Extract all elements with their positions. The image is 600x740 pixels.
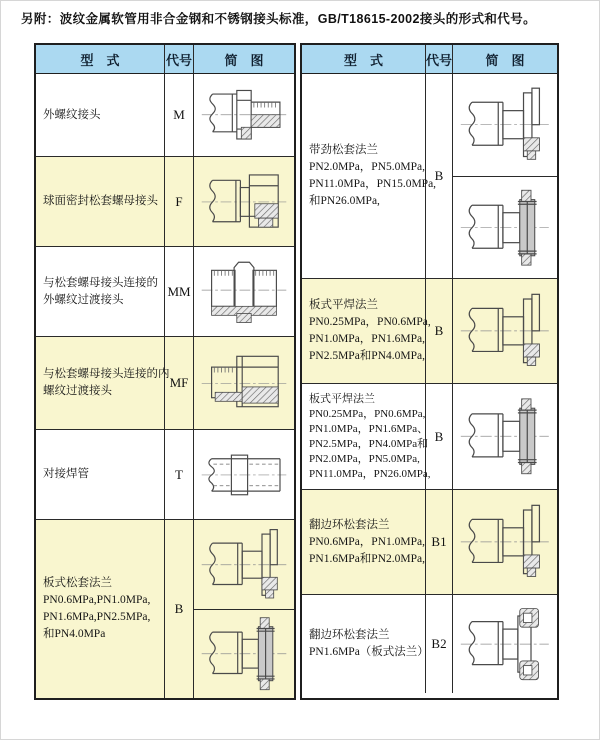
table-row [302, 384, 557, 490]
table-header-row [302, 45, 557, 74]
table-header-row [36, 45, 294, 74]
fitting-type-cell [302, 74, 437, 278]
fitting-type-cell [36, 74, 165, 156]
fitting-type-line: 板式松套法兰 [43, 577, 112, 589]
table-row [36, 157, 294, 247]
fitting-type-line: 与松套螺母接头连接的 [43, 276, 158, 289]
fitting-code-cell: M [165, 74, 194, 156]
loose-flange-bolted-diagram [453, 384, 557, 489]
fitting-type-line: PN0.6MPa,PN1.0MPa, [43, 594, 151, 606]
fitting-type-line: 翻边环松套法兰 [309, 518, 390, 531]
plate-loose-flange-diagram [194, 520, 294, 609]
fitting-type-line: PN1.6MPa（板式法兰） [309, 646, 429, 658]
fitting-sketch-cell [453, 595, 557, 693]
fitting-code-cell: B [165, 520, 194, 698]
fitting-type-cell [36, 157, 165, 246]
flanged-ring-collar-flange-diagram [453, 595, 557, 693]
fitting-type-line: PN0.6MPa，PN1.0MPa, [309, 535, 425, 548]
fitting-type-line: PN1.0MPa，PN1.6MPa、 [309, 422, 429, 435]
fitting-type-cell [302, 279, 431, 383]
fitting-type-line: 板式平焊法兰 [309, 299, 378, 311]
fitting-type-line: PN2.5MPa和PN4.0MPa, [309, 350, 425, 362]
fitting-type-cell [36, 247, 165, 336]
fitting-sketch-cell [453, 490, 557, 594]
table-row [36, 430, 294, 520]
fitting-type-line: 和PN4.0MPa [43, 628, 106, 640]
fitting-type-line: 球面密封松套螺母接头 [43, 195, 158, 207]
fitting-code-cell: B [426, 384, 453, 489]
male-thread-nipple-diagram [194, 247, 294, 336]
fitting-type-line: 与松套螺母接头连接的内 [43, 368, 170, 380]
plate-loose-flange-diagram [453, 490, 557, 594]
fitting-code-cell: B [426, 279, 453, 383]
fitting-code-cell: B2 [426, 595, 453, 693]
loose-flange-bolted-diagram [194, 609, 294, 699]
fitting-type-line: 外螺纹接头 [43, 108, 101, 121]
table-row [302, 490, 557, 595]
fitting-tables [34, 43, 559, 700]
fitting-type-cell [302, 384, 431, 489]
column-header-code: 代号 [165, 45, 194, 73]
column-header-code: 代号 [426, 45, 453, 73]
fitting-code-cell: MM [165, 247, 194, 336]
female-thread-adapter-diagram [194, 337, 294, 429]
fitting-type-cell [302, 595, 429, 693]
fitting-type-line: PN1.0MPa，PN1.6MPa, [309, 333, 425, 345]
fitting-type-line: 翻边环松套法兰 [309, 629, 390, 641]
fitting-type-cell [36, 337, 170, 429]
fitting-type-line: PN0.25MPa，PN0.6MPa, [309, 316, 431, 328]
plate-loose-flange-diagram [453, 279, 557, 383]
table-row [302, 74, 557, 279]
fitting-sketch-cell [453, 74, 557, 278]
fitting-type-line: PN0.25MPa，PN0.6MPa, [309, 407, 426, 420]
fitting-code-cell: T [165, 430, 194, 519]
fitting-type-line: PN1.6MPa和PN2.0MPa, [309, 552, 425, 565]
table-body [36, 74, 294, 698]
fitting-type-line: 外螺纹过渡接头 [43, 293, 124, 306]
fitting-type-line: PN11.0MPa，PN15.0MPa, [309, 178, 437, 190]
fitting-code-cell: B [426, 74, 453, 278]
page-title: 另附：波纹金属软管用非合金钢和不锈钢接头标准，GB/T18615-2002接头的形式和代号。 [21, 12, 536, 26]
fitting-sketch-cell [194, 157, 294, 246]
table-row [302, 279, 557, 384]
loose-flange-bolted-diagram [453, 176, 557, 279]
column-header-sketch: 简 图 [224, 52, 264, 68]
fitting-type-line: 螺纹过渡接头 [43, 385, 112, 397]
fitting-code-cell: F [165, 157, 194, 246]
fitting-type-line: PN2.0MPa，PN5.0MPa, [309, 452, 420, 465]
table-row [36, 247, 294, 337]
fitting-type-line: PN1.6MPa,PN2.5MPa, [43, 611, 151, 623]
table-row [36, 520, 294, 698]
table-row [302, 595, 557, 693]
table-row [36, 74, 294, 157]
fitting-sketch-cell [194, 430, 294, 519]
fitting-sketch-cell [194, 520, 294, 698]
fitting-type-line: PN11.0MPa，PN26.0MPa, [309, 467, 431, 480]
fitting-type-cell [36, 430, 165, 519]
column-header-sketch: 简 图 [485, 52, 525, 68]
plate-loose-flange-diagram [453, 74, 557, 176]
fitting-table-right [300, 43, 559, 700]
fitting-sketch-cell [453, 279, 557, 383]
butt-weld-pipe-diagram [194, 430, 294, 519]
fitting-sketch-cell [194, 337, 294, 429]
fitting-type-cell [302, 490, 426, 594]
fitting-type-line: PN2.5MPa，PN4.0MPa和 [309, 437, 429, 450]
fitting-code-cell: B1 [426, 490, 453, 594]
fitting-type-line: 带劲松套法兰 [309, 144, 378, 156]
table-body [302, 74, 557, 693]
sphere-seal-nut-fitting-diagram [194, 157, 294, 246]
fitting-table-left [34, 43, 296, 700]
fitting-sketch-cell [194, 74, 294, 156]
fitting-code-cell: MF [165, 337, 194, 429]
fitting-type-line: 对接焊管 [43, 468, 89, 480]
fitting-sketch-cell [194, 247, 294, 336]
fitting-sketch-cell [453, 384, 557, 489]
male-thread-fitting-diagram [194, 74, 294, 156]
fitting-type-line: 和PN26.0MPa, [309, 195, 380, 207]
table-row [36, 337, 294, 430]
column-header-type: 型 式 [302, 45, 426, 73]
fitting-type-line: 板式平焊法兰 [309, 392, 375, 405]
fitting-type-cell [36, 520, 165, 698]
column-header-type: 型 式 [36, 45, 165, 73]
fitting-type-line: PN2.0MPa，PN5.0MPa, [309, 161, 425, 173]
